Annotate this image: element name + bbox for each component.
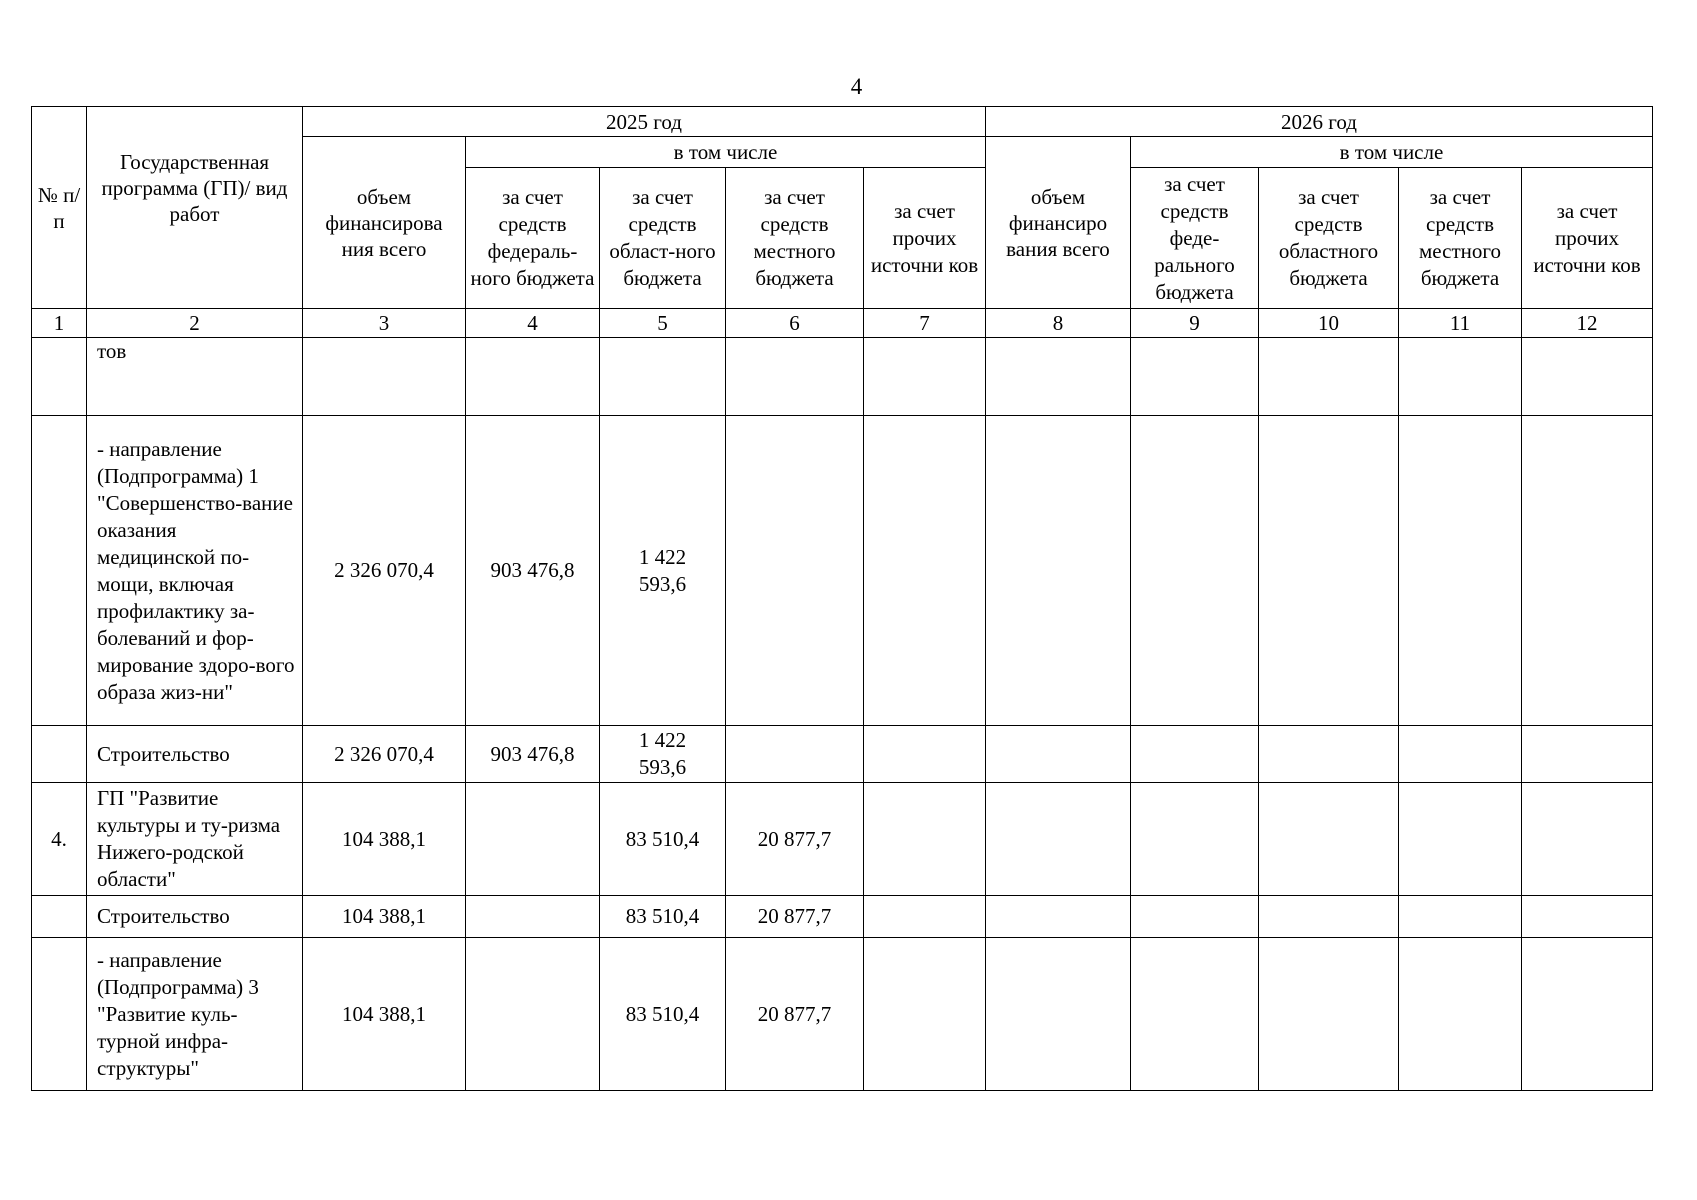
page-number: 4 <box>850 74 863 99</box>
column-number: 6 <box>726 309 864 338</box>
row-federal-2026 <box>1131 938 1259 1091</box>
table-row <box>32 338 1653 416</box>
header-year-2025: 2025 год <box>303 107 986 137</box>
row-regional-2025: 1 422 593,6 <box>600 726 726 783</box>
row-no <box>32 338 87 416</box>
row-name: Строительство <box>87 896 303 938</box>
row-name: Строительство <box>87 726 303 783</box>
column-number: 8 <box>986 309 1131 338</box>
row-local-2025 <box>726 416 864 726</box>
row-federal-2026 <box>1131 726 1259 783</box>
row-local-2025: 20 877,7 <box>726 938 864 1091</box>
row-federal-2025 <box>466 338 600 416</box>
row-total-2026 <box>986 896 1131 938</box>
row-federal-2025: 903 476,8 <box>466 416 600 726</box>
row-total-2025 <box>303 338 466 416</box>
column-number: 5 <box>600 309 726 338</box>
row-other-2025 <box>864 338 986 416</box>
row-regional-2025: 83 510,4 <box>600 938 726 1091</box>
row-regional-2025: 83 510,4 <box>600 783 726 896</box>
row-federal-2026 <box>1131 416 1259 726</box>
header-row-years <box>32 107 1653 137</box>
row-local-2025: 20 877,7 <box>726 896 864 938</box>
header-regional-2025: за счет средств област-ного бюджета <box>600 168 726 309</box>
header-other-2025: за счет прочих источни ков <box>864 168 986 309</box>
row-other-2026 <box>1522 896 1653 938</box>
row-name: тов <box>87 338 303 416</box>
row-local-2026 <box>1399 416 1522 726</box>
row-total-2026 <box>986 338 1131 416</box>
row-regional-2025: 1 422 593,6 <box>600 416 726 726</box>
row-local-2025 <box>726 338 864 416</box>
header-total-2025: объем финансирова ния всего <box>303 137 466 309</box>
row-other-2025 <box>864 726 986 783</box>
column-number: 2 <box>87 309 303 338</box>
row-no <box>32 938 87 1091</box>
row-total-2026 <box>986 416 1131 726</box>
row-total-2026 <box>986 726 1131 783</box>
row-other-2025 <box>864 896 986 938</box>
row-regional-2025 <box>600 338 726 416</box>
header-year-2026: 2026 год <box>986 107 1653 137</box>
column-number: 12 <box>1522 309 1653 338</box>
row-local-2026 <box>1399 896 1522 938</box>
header-no: № п/п <box>32 107 87 309</box>
column-number: 1 <box>32 309 87 338</box>
header-other-2026: за счет прочих источни ков <box>1522 168 1653 309</box>
header-federal-2026: за счет средств феде-рального бюджета <box>1131 168 1259 309</box>
header-federal-2025: за счет средств федераль-ного бюджета <box>466 168 600 309</box>
row-total-2025: 104 388,1 <box>303 938 466 1091</box>
column-number: 4 <box>466 309 600 338</box>
row-local-2025 <box>726 726 864 783</box>
row-other-2026 <box>1522 726 1653 783</box>
row-total-2025: 2 326 070,4 <box>303 726 466 783</box>
row-other-2026 <box>1522 938 1653 1091</box>
row-regional-2026 <box>1259 416 1399 726</box>
row-no <box>32 416 87 726</box>
row-other-2026 <box>1522 783 1653 896</box>
row-total-2025: 2 326 070,4 <box>303 416 466 726</box>
column-number: 9 <box>1131 309 1259 338</box>
column-number: 11 <box>1399 309 1522 338</box>
row-federal-2026 <box>1131 338 1259 416</box>
row-no <box>32 726 87 783</box>
row-name: - направление (Подпрограмма) 3 "Развитие куль-турной инфра-структуры" <box>87 938 303 1091</box>
row-total-2025: 104 388,1 <box>303 783 466 896</box>
row-other-2025 <box>864 416 986 726</box>
row-regional-2026 <box>1259 726 1399 783</box>
row-local-2026 <box>1399 783 1522 896</box>
row-regional-2025: 83 510,4 <box>600 896 726 938</box>
row-name: ГП "Развитие культуры и ту-ризма Нижего-родской области" <box>87 783 303 896</box>
row-total-2026 <box>986 938 1131 1091</box>
column-number: 7 <box>864 309 986 338</box>
row-other-2025 <box>864 938 986 1091</box>
row-local-2026 <box>1399 338 1522 416</box>
row-other-2026 <box>1522 416 1653 726</box>
header-program: Государственная программа (ГП)/ вид работ <box>87 107 303 309</box>
header-local-2025: за счет средств местного бюджета <box>726 168 864 309</box>
header-total-2026: объем финансиро вания всего <box>986 137 1131 309</box>
row-federal-2025 <box>466 938 600 1091</box>
row-federal-2025 <box>466 896 600 938</box>
row-no <box>32 896 87 938</box>
row-regional-2026 <box>1259 783 1399 896</box>
table-row <box>32 896 1653 938</box>
row-local-2025: 20 877,7 <box>726 783 864 896</box>
header-including-2026: в том числе <box>1131 137 1653 168</box>
row-regional-2026 <box>1259 938 1399 1091</box>
row-total-2025: 104 388,1 <box>303 896 466 938</box>
row-regional-2026 <box>1259 338 1399 416</box>
column-number: 10 <box>1259 309 1399 338</box>
row-other-2026 <box>1522 338 1653 416</box>
row-federal-2026 <box>1131 896 1259 938</box>
table-row <box>32 938 1653 1091</box>
budget-table <box>31 106 1653 1091</box>
table-row <box>32 783 1653 896</box>
row-total-2026 <box>986 783 1131 896</box>
column-number-row <box>32 309 1653 338</box>
row-federal-2026 <box>1131 783 1259 896</box>
row-local-2026 <box>1399 938 1522 1091</box>
row-other-2025 <box>864 783 986 896</box>
table-row <box>32 726 1653 783</box>
header-regional-2026: за счет средств областного бюджета <box>1259 168 1399 309</box>
column-number: 3 <box>303 309 466 338</box>
row-federal-2025 <box>466 783 600 896</box>
row-regional-2026 <box>1259 896 1399 938</box>
row-no: 4. <box>32 783 87 896</box>
header-including-2025: в том числе <box>466 137 986 168</box>
table-row <box>32 416 1653 726</box>
row-local-2026 <box>1399 726 1522 783</box>
header-local-2026: за счет средств местного бюджета <box>1399 168 1522 309</box>
row-name: - направление (Подпрограмма) 1 "Совершенство-вание оказания медицинской по-мощи, включая профилактику за-болеваний и фор-мирование здоро-вого образа жиз-ни" <box>87 416 303 726</box>
row-federal-2025: 903 476,8 <box>466 726 600 783</box>
